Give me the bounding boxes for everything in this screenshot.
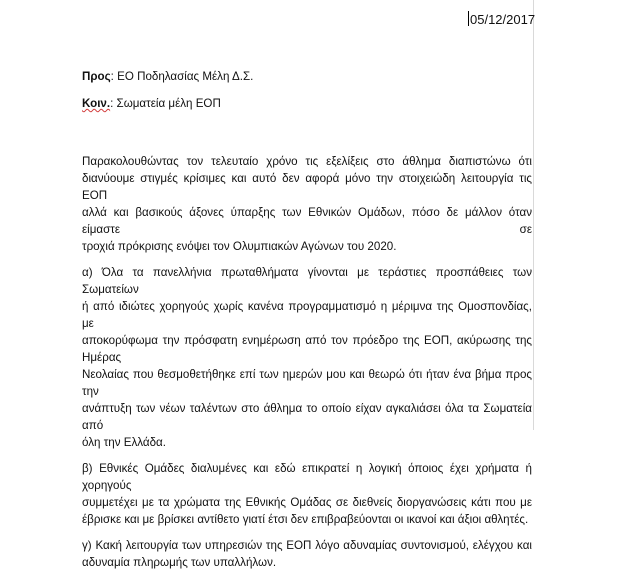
cc-text: : Σωματεία μέλη ΕΟΠ [110, 97, 221, 110]
paragraph [82, 153, 532, 255]
paragraph-line: συμμετέχει με τα χρώματα της Εθνικής Ομάδας σε διεθνείς διοργανώσεις κάτι που με [82, 496, 532, 509]
recipient-line [82, 70, 253, 84]
paragraph-line: αδυναμία πληρωμής των υπαλλήλων. [82, 556, 277, 569]
paragraph-line: Παρακολουθώντας τον τελευταίο χρόνο τις εξελίξεις στο άθλημα διαπιστώνω ότι [82, 155, 532, 168]
recipient-text: : ΕΟ Ποδηλασίας Μέλη Δ.Σ. [110, 70, 254, 83]
paragraph-line: αλλά και βασικούς άξονες ύπαρξης των Εθνικών Ομάδων, πόσο δε μάλλον όταν είμαστε σε [82, 206, 532, 236]
paragraph [82, 537, 532, 571]
paragraph-line: ή από ιδιώτες χορηγούς χωρίς κανένα προγραμματισμό η μέριμνα της Ομοσπονδίας, με [82, 300, 532, 330]
paragraph-line: Νεολαίας που θεσμοθετήθηκε επί των ημερών μου και θεωρώ ότι ήταν ένα βήμα προς την [82, 368, 532, 398]
paragraph-line: β) Εθνικές Ομάδες διαλυμένες και εδώ επικρατεί η λογική όποιος έχει χρήματα ή χορηγούς [82, 462, 532, 492]
page-right-margin-line [533, 0, 534, 430]
paragraph-line: ανάπτυξη των νέων ταλέντων στο άθλημα το οποίο είχαν αγκαλιάσει όλα τα Σωματεία από [82, 402, 532, 432]
recipient-label: Προς [82, 70, 111, 83]
date-text: 05/12/2017 [470, 12, 536, 27]
letter-body [82, 153, 532, 580]
cc-label: Κοιν. [82, 97, 111, 110]
paragraph-line: διανύουμε στιγμές κρίσιμες και αυτό δεν αφορά μόνο την στοιχειώδη λειτουργία τις ΕΟΠ [82, 172, 532, 202]
text-cursor [468, 11, 469, 26]
paragraph-line: γ) Κακή λειτουργία των υπηρεσιών της ΕΟΠ λόγο αδυναμίας συντονισμού, ελέγχου και [82, 539, 532, 552]
document-date[interactable] [468, 11, 535, 28]
paragraph-line: αποκορύφωμα την πρόσφατη ενημέρωση από τον πρόεδρο της ΕΟΠ, ακύρωσης της Ημέρας [82, 334, 532, 364]
paragraph-line: α) Όλα τα πανελλήνια πρωταθλήματα γίνονται με τεράστιες προσπάθειες των Σωματείων [82, 266, 532, 296]
paragraph [82, 460, 532, 528]
cc-line [82, 97, 221, 111]
paragraph-line: όλη την Ελλάδα. [82, 436, 166, 449]
paragraph-line: έβρισκε και με βρίσκει αντίθετο γιατί έτσι δεν επιβραβεύονται οι ικανοί και άξιοι αθλητές. [82, 513, 529, 526]
paragraph-line: τροχιά πρόκρισης ενόψει τον Ολυμπιακών Αγώνων του 2020. [82, 240, 397, 253]
paragraph [82, 264, 532, 451]
